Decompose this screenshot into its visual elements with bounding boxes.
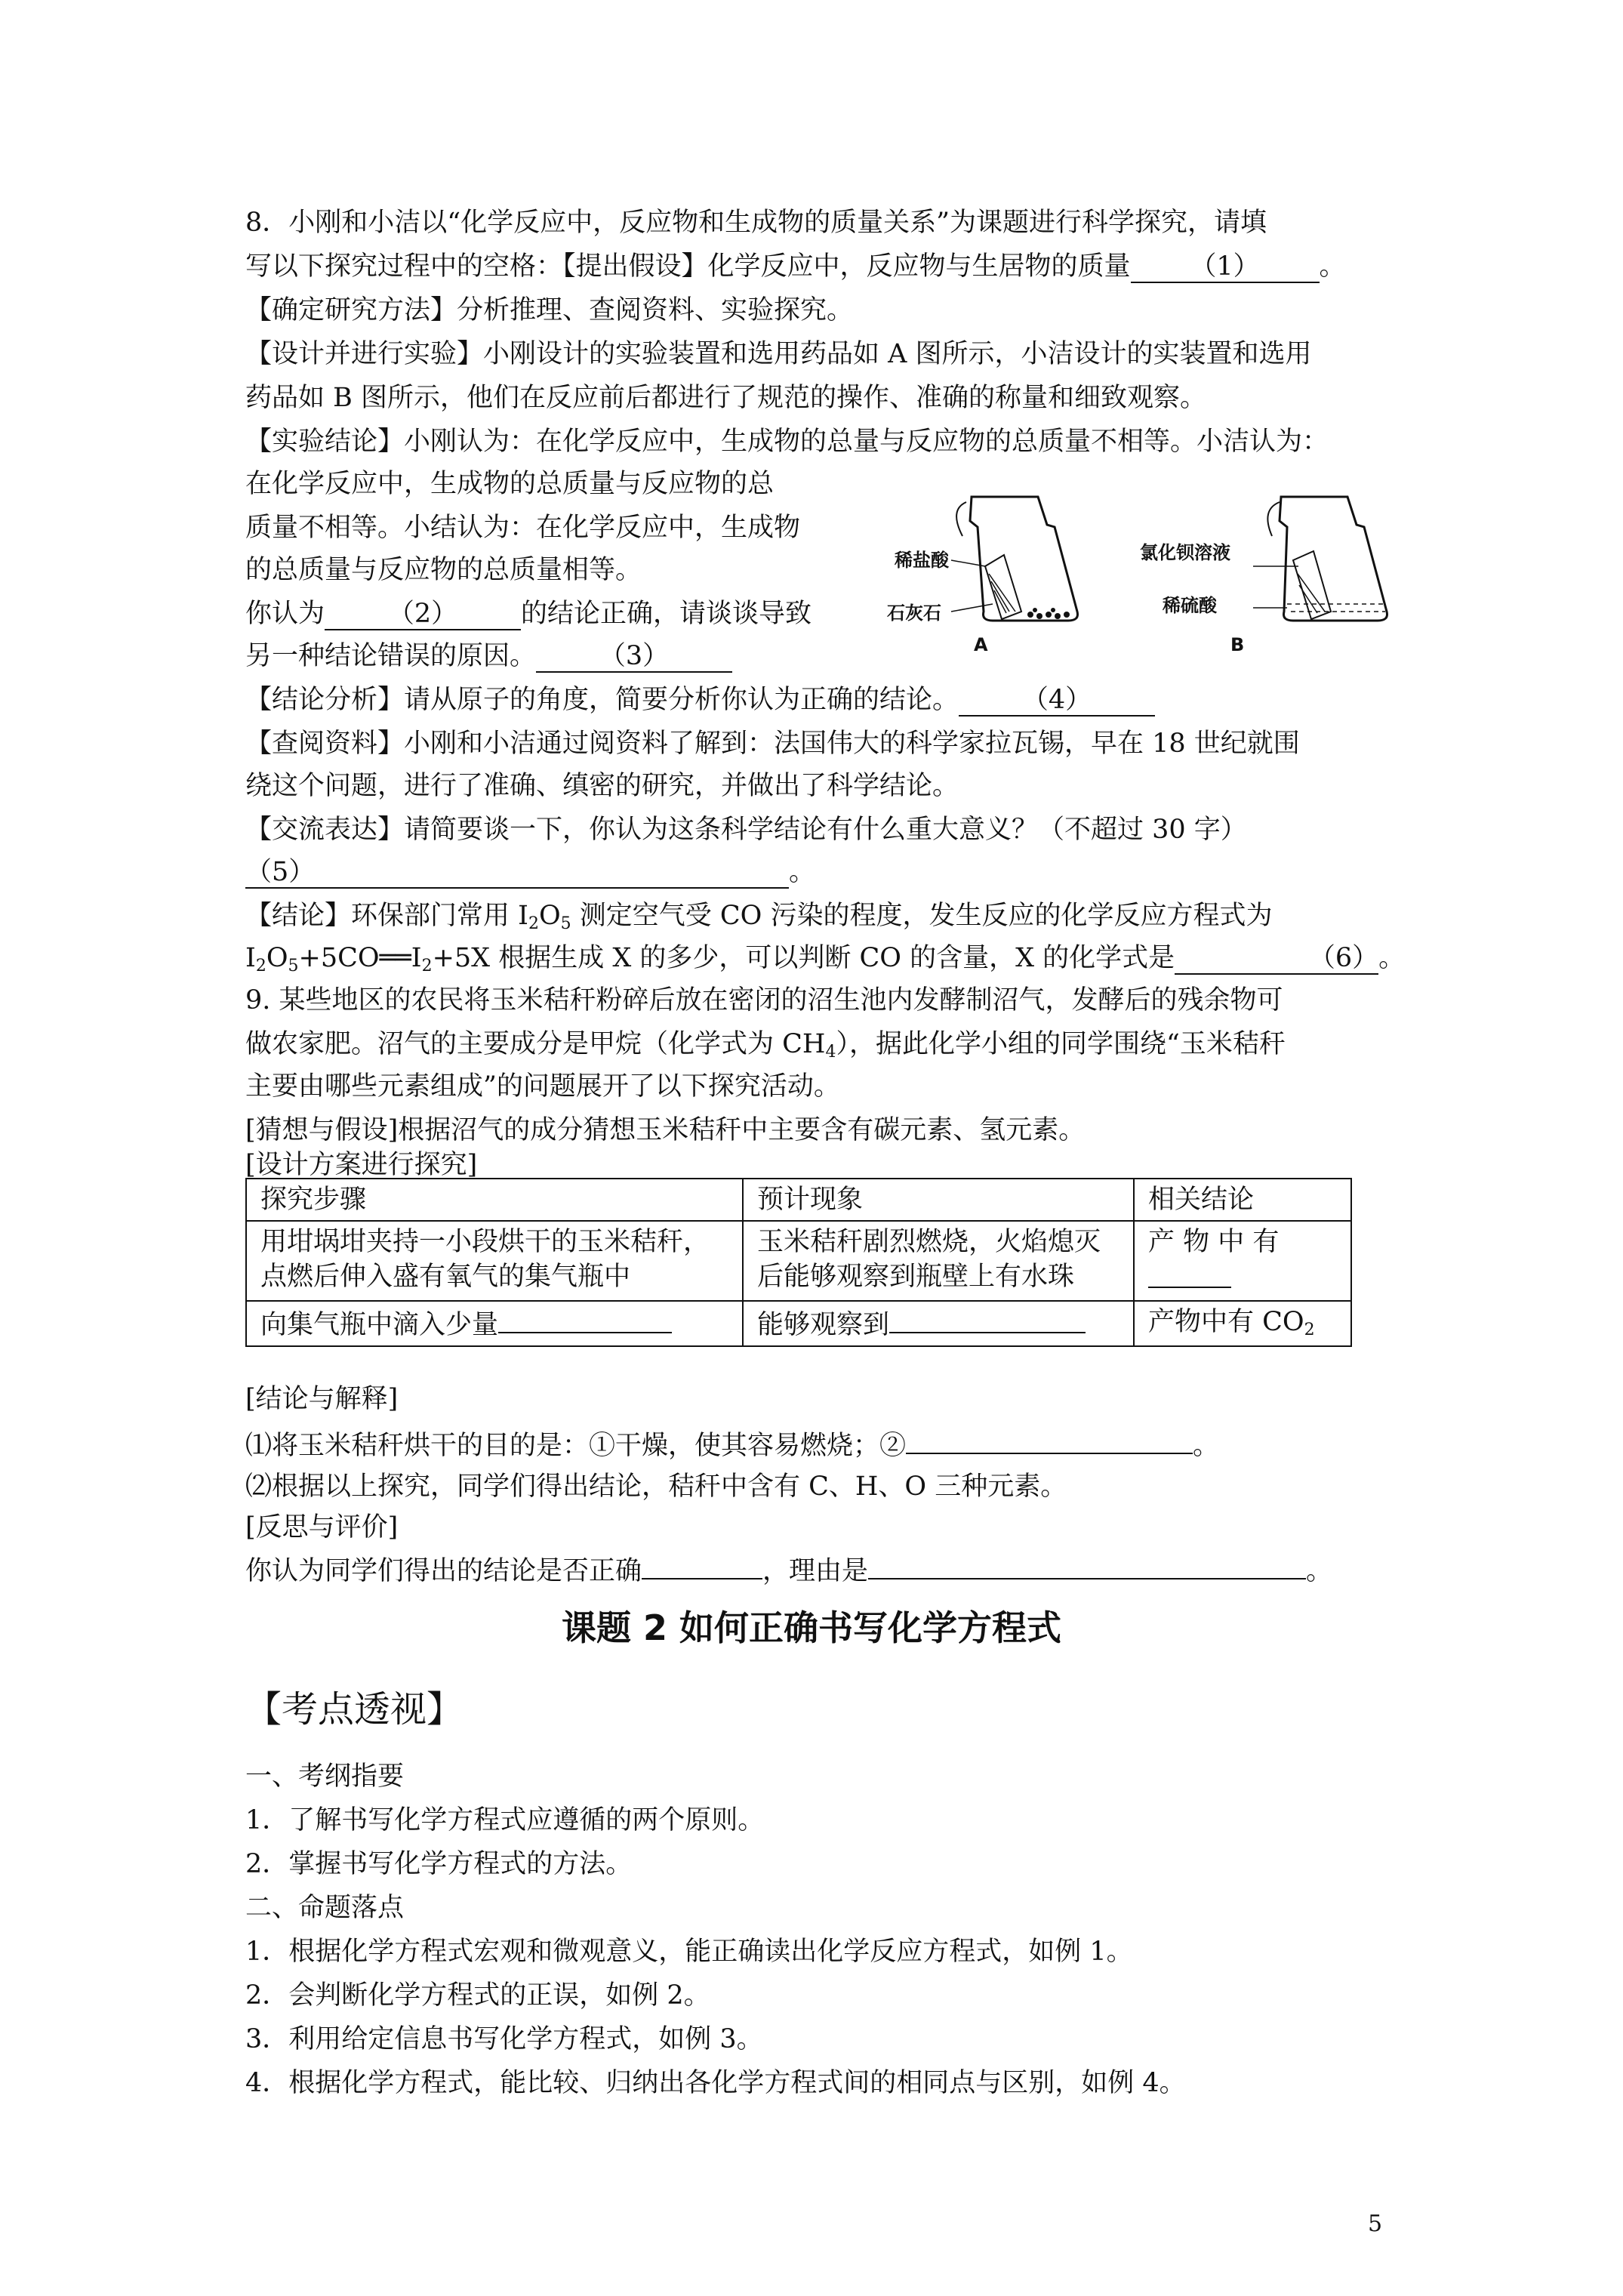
table-header: 相关结论 [1134, 1179, 1351, 1221]
table-cell: 能够观察到 [743, 1301, 1134, 1346]
blank-reason[interactable] [868, 1551, 1306, 1579]
q8-line-17: 【结论】环保部门常用 $I_2O_5$ 测定空气受 CO 污染的程度，发生反应的化学反应方程式为 [245, 901, 1273, 933]
q8-line-13: 【查阅资料】小刚和小洁通过阅资料了解到：法国伟大的科学家拉瓦锡，早在 18 世纪就围 [245, 729, 1300, 759]
blank-reagent[interactable] [498, 1305, 672, 1333]
q9-line-5: [设计方案进行探究] [245, 1150, 478, 1180]
label-a: A [974, 634, 988, 655]
table-cell: 产物中有 $CO_2$ [1134, 1301, 1351, 1346]
q9-line-7: ⑴将玉米秸秆烘干的目的是：①干燥，使其容易燃烧；② 。 [245, 1425, 1219, 1463]
table-row [246, 1301, 1351, 1346]
q8-line-3: 【确定研究方法】分析推理、查阅资料、实验探究。 [245, 295, 854, 325]
q8-line-15: 【交流表达】请简要谈一下，你认为这条科学结论有什么重大意义？（不超过 30 字） [245, 815, 1247, 845]
label-limestone: 石灰石 [887, 603, 941, 624]
blank-product-water[interactable] [1148, 1259, 1231, 1288]
list-item: 1．根据化学方程式宏观和微观意义，能正确读出化学反应方程式，如例 1。 [245, 1937, 1133, 1967]
section-title: 课题 2 如何正确书写化学方程式 [561, 1607, 1062, 1648]
list-item: 4．根据化学方程式，能比较、归纳出各化学方程式间的相同点与区别，如例 4。 [245, 2068, 1186, 2098]
blank-dry-purpose[interactable] [906, 1425, 1193, 1454]
blank-4[interactable]: （4） [959, 685, 1155, 717]
blank-2[interactable]: （2） [325, 599, 521, 630]
table-cell: 玉米秸秆剧烈燃烧，火焰熄灭后能够观察到瓶壁上有水珠 [743, 1221, 1134, 1301]
label-b: B [1230, 634, 1245, 655]
q9-line-9: [反思与评价] [245, 1512, 399, 1542]
experiment-table [245, 1178, 1352, 1347]
q9-line-6: [结论与解释] [245, 1384, 399, 1414]
q9-line-2: 做农家肥。沼气的主要成分是甲烷（化学式为 $CH_4$），据此化学小组的同学围绕“玉米秸秆 [245, 1029, 1286, 1062]
section-subtitle: 【考点透视】 [245, 1688, 463, 1730]
q8-line-2: 写以下探究过程中的空格：【提出假设】化学反应中，反应物与生居物的质量 （1） 。 [245, 251, 1346, 282]
q8-line-6: 【实验结论】小刚认为：在化学反应中，生成物的总量与反应物的总质量不相等。小洁认为： [245, 427, 1329, 457]
table-cell: 用坩埚坩夹持一小段烘干的玉米秸秆，点燃后伸入盛有氧气的集气瓶中 [246, 1221, 743, 1301]
blank-correct[interactable] [642, 1551, 762, 1579]
table-header: 预计现象 [743, 1179, 1134, 1221]
blank-3[interactable]: （3） [536, 641, 732, 673]
q9-line-8: ⑵根据以上探究，同学们得出结论，秸秆中含有 C、H、O 三种元素。 [245, 1472, 1067, 1502]
q8-line-8: 质量不相等。小结认为：在化学反应中，生成物 [245, 513, 801, 543]
q9-line-1: 9. 某些地区的农民将玉米秸秆粉碎后放在密闭的沼生池内发酵制沼气，发酵后的残余物可 [245, 985, 1283, 1015]
label-dilute-h2so4: 稀硫酸 [1163, 595, 1217, 616]
table-cell: 产 物 中 有 [1134, 1221, 1351, 1301]
blank-6[interactable]: （6） [1175, 943, 1378, 975]
table-cell: 向集气瓶中滴入少量 [246, 1301, 743, 1346]
list-item: 3．利用给定信息书写化学方程式，如例 3。 [245, 2024, 763, 2054]
q8-line-4: 【设计并进行实验】小刚设计的实验装置和选用药品如 A 图所示，小洁设计的实装置和选用 [245, 339, 1312, 369]
q8-line-9: 的总质量与反应物的总质量相等。 [245, 555, 642, 585]
q8-line-18: $I_2O_5+5CO══I_2+5X$ 根据生成 X 的多少，可以判断 CO 的含量，X 的化学式是 （6）。 [245, 943, 1406, 975]
flask-a [951, 497, 1078, 621]
q8-line-5: 药品如 B 图所示，他们在反应前后都进行了规范的操作、准确的称量和细致观察。 [245, 383, 1206, 413]
q9-line-4: [猜想与假设]根据沼气的成分猜想玉米秸秆中主要含有碳元素、氢元素。 [245, 1115, 1086, 1145]
q8-line-11: 另一种结论错误的原因。 （3） [245, 639, 732, 673]
page-number: 5 [1368, 2211, 1383, 2237]
list-item: 一、考纲指要 [245, 1761, 405, 1792]
q8-line-7: 在化学反应中，生成物的总质量与反应物的总 [245, 469, 775, 499]
q8-line-10: 你认为 （2） 的结论正确，请谈谈导致 [245, 599, 812, 629]
table-header: 探究步骤 [246, 1179, 743, 1221]
blank-1[interactable]: （1） [1131, 251, 1320, 283]
flask-b [1253, 497, 1387, 621]
flask-figure [879, 491, 1408, 680]
table-row [246, 1221, 1351, 1301]
list-item: 2．会判断化学方程式的正误，如例 2。 [245, 1980, 710, 2011]
q8-line-12: 【结论分析】请从原子的角度，简要分析你认为正确的结论。 （4） [245, 683, 1155, 717]
blank-5[interactable]: （5） [245, 857, 789, 889]
q8-line-16: （5） 。 [245, 857, 816, 887]
q9-line-3: 主要由哪些元素组成”的问题展开了以下探究活动。 [245, 1071, 840, 1102]
blank-observation[interactable] [889, 1305, 1086, 1333]
label-bacl2-solution: 氯化钡溶液 [1140, 542, 1230, 563]
q8-line-14: 绕这个问题，进行了准确、缜密的研究，并做出了科学结论。 [245, 771, 959, 801]
q8-line-1: 8．小刚和小洁以“化学反应中，反应物和生成物的质量关系”为课题进行科学探究，请填 [245, 208, 1267, 238]
list-item: 2．掌握书写化学方程式的方法。 [245, 1849, 633, 1879]
label-dilute-hcl: 稀盐酸 [895, 550, 949, 571]
table-header-row [246, 1179, 1351, 1221]
q9-line-10: 你认为同学们得出的结论是否正确 ，理由是 。 [245, 1551, 1332, 1589]
list-item: 二、命题落点 [245, 1893, 405, 1923]
list-item: 1．了解书写化学方程式应遵循的两个原则。 [245, 1805, 765, 1835]
